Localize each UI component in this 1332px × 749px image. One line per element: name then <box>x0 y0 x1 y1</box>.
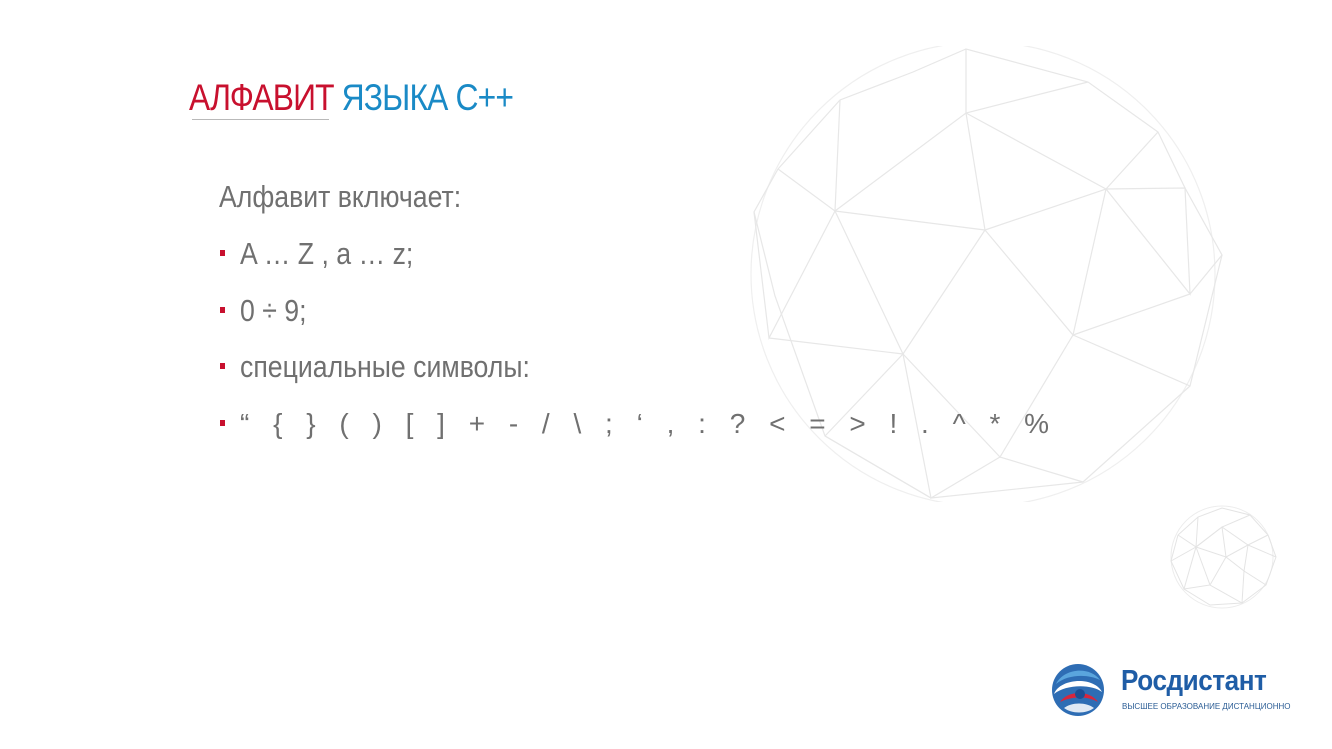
small-geodesic-sphere-decoration <box>1166 505 1278 609</box>
intro-text: Алфавит включает: <box>219 179 462 214</box>
bullet-marker <box>220 420 225 426</box>
list-item-text: специальные символы: <box>240 349 530 384</box>
bullet-marker <box>220 307 225 313</box>
special-symbols-text: “ { } ( ) [ ] + - / \ ; ‘ , : ? < = > ! . ^ * % <box>240 408 1054 439</box>
rosdistant-logo <box>1050 662 1291 722</box>
title-underline <box>192 119 329 120</box>
rosdistant-emblem-icon <box>1050 662 1106 718</box>
title-part-red: АЛФАВИТ <box>189 77 334 118</box>
bullet-marker <box>220 250 225 256</box>
list-item-text: 0 ÷ 9; <box>240 293 307 328</box>
title-part-blue: ЯЗЫКА С++ <box>341 77 514 118</box>
logo-tagline: ВЫСШЕЕ ОБРАЗОВАНИЕ ДИСТАНЦИОННО <box>1122 702 1291 711</box>
list-item-text: A … Z , a … z; <box>240 236 414 271</box>
logo-name: Росдистант <box>1121 665 1267 697</box>
slide-title <box>189 76 513 120</box>
bullet-marker <box>220 363 225 369</box>
